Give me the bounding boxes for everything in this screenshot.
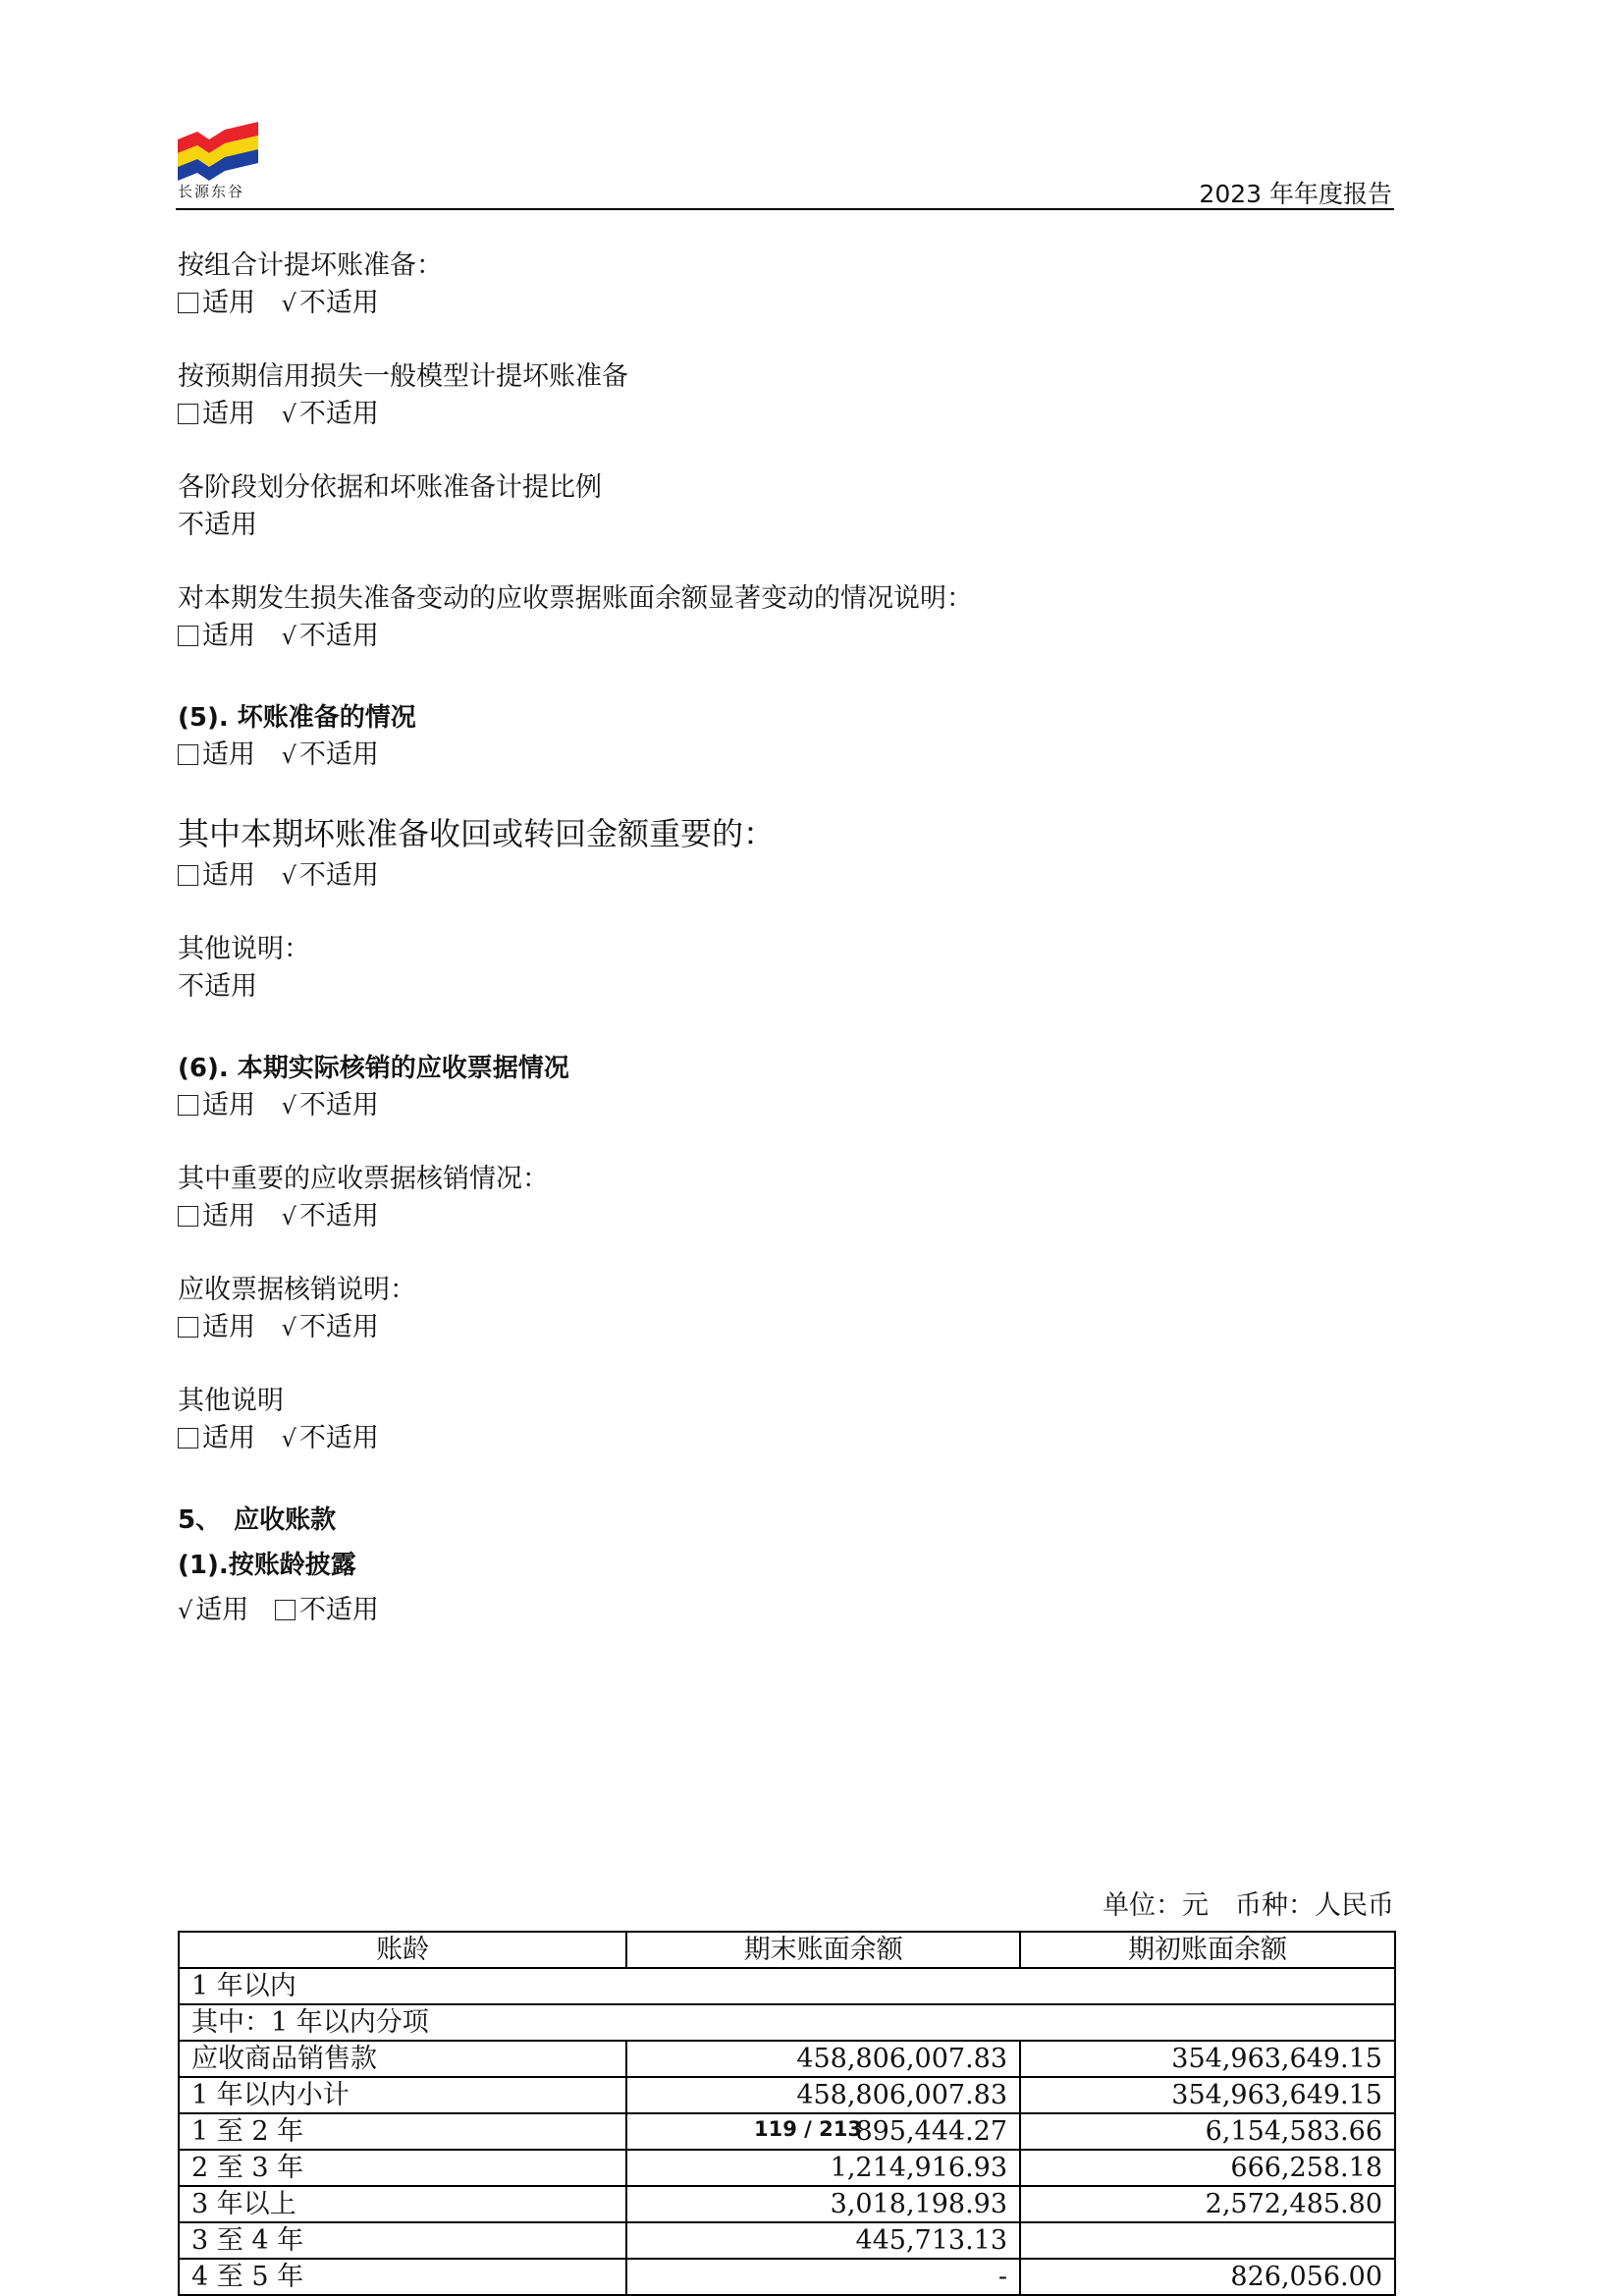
end-balance-cell: - <box>626 2259 1020 2295</box>
section-title: 对本期发生损失准备变动的应收票据账面余额显著变动的情况说明： <box>178 583 973 614</box>
checkmark-icon: √ <box>281 1092 296 1120</box>
section-title: 其中本期坏账准备收回或转回金额重要的： <box>178 815 776 852</box>
table-header-row <box>179 1932 1395 1968</box>
table-row <box>179 2222 1395 2259</box>
table-row <box>179 2041 1395 2077</box>
page-header <box>176 116 1394 212</box>
row-label: 1 至 2 年 <box>179 2113 626 2150</box>
checkbox-unchecked-icon <box>178 293 198 313</box>
row-label: 2 至 3 年 <box>179 2150 626 2186</box>
table-row <box>179 2150 1395 2186</box>
begin-balance-cell: 354,963,649.15 <box>1020 2041 1395 2077</box>
table-row <box>179 1968 1395 2004</box>
section-title: 应收票据核销说明： <box>178 1275 416 1305</box>
section-title: 各阶段划分依据和坏账准备计提比例 <box>178 472 602 503</box>
row-label: 应收商品销售款 <box>179 2041 626 2077</box>
checkbox-unchecked-icon <box>178 1206 198 1227</box>
row-label: 3 年以上 <box>179 2186 626 2222</box>
table-row <box>179 2004 1395 2041</box>
row-label: 3 至 4 年 <box>179 2222 626 2259</box>
page-number: 119 / 213 <box>754 2117 862 2141</box>
section-title: 其中重要的应收票据核销情况： <box>178 1164 549 1194</box>
begin-balance-cell: 826,056.00 <box>1020 2259 1395 2295</box>
checkmark-icon: √ <box>178 1597 193 1624</box>
end-balance-cell: 895,444.27 <box>626 2113 1020 2150</box>
checkmark-icon: √ <box>281 862 296 890</box>
end-balance-cell: 458,806,007.83 <box>626 2041 1020 2077</box>
column-header: 账龄 <box>179 1932 626 1968</box>
section-value: 不适用 <box>178 971 257 1002</box>
option-row: 适用 √ 不适用 <box>178 396 1394 433</box>
checkbox-unchecked-icon <box>178 1317 198 1338</box>
column-header: 期初账面余额 <box>1020 1932 1395 1968</box>
option-row: 适用 √ 不适用 <box>178 857 1394 895</box>
section-heading: (6). 本期实际核销的应收票据情况 <box>178 1054 569 1083</box>
end-balance-cell: 458,806,007.83 <box>626 2077 1020 2113</box>
end-balance-cell: 3,018,198.93 <box>626 2186 1020 2222</box>
checkmark-icon: √ <box>281 290 296 317</box>
checkmark-icon: √ <box>281 1314 296 1341</box>
row-label: 4 至 5 年 <box>179 2259 626 2295</box>
end-balance-cell: 1,214,916.93 <box>626 2150 1020 2186</box>
checkbox-unchecked-icon <box>275 1600 296 1620</box>
checkbox-unchecked-icon <box>178 404 198 424</box>
aging-table <box>178 1931 1396 2296</box>
section-title: 其他说明： <box>178 934 310 964</box>
checkmark-icon: √ <box>281 741 296 769</box>
report-title: 2023 年年度报告 <box>1199 180 1392 208</box>
section-heading: 5、 应收账款 <box>178 1505 337 1535</box>
unit-label: 单位：元 币种：人民币 <box>1103 1890 1394 1921</box>
table-row <box>179 2186 1395 2222</box>
option-row: 适用 √ 不适用 <box>178 1087 1394 1124</box>
row-label: 1 年以内小计 <box>179 2077 626 2113</box>
option-row: 适用 √ 不适用 <box>178 618 1394 655</box>
option-row: √ 适用 不适用 <box>178 1592 1394 1629</box>
row-label: 其中：1 年以内分项 <box>179 2004 1395 2041</box>
section-heading: (1).按账龄披露 <box>178 1551 356 1580</box>
checkmark-icon: √ <box>281 401 296 428</box>
column-header: 期末账面余额 <box>626 1932 1020 1968</box>
checkmark-icon: √ <box>281 623 296 650</box>
row-label: 1 年以内 <box>179 1968 1395 2004</box>
checkbox-unchecked-icon <box>178 744 198 765</box>
begin-balance-cell: 6,154,583.66 <box>1020 2113 1395 2150</box>
checkmark-icon: √ <box>281 1425 296 1452</box>
checkbox-unchecked-icon <box>178 865 198 886</box>
option-row: 适用 √ 不适用 <box>178 737 1394 774</box>
section-title: 按预期信用损失一般模型计提坏账准备 <box>178 361 628 392</box>
checkbox-unchecked-icon <box>178 1428 198 1449</box>
table-row <box>179 2077 1395 2113</box>
section-title: 按组合计提坏账准备： <box>178 250 443 281</box>
begin-balance-cell: 2,572,485.80 <box>1020 2186 1395 2222</box>
section-value: 不适用 <box>178 510 257 540</box>
option-row: 适用 √ 不适用 <box>178 1198 1394 1235</box>
section-heading: (5). 坏账准备的情况 <box>178 703 416 733</box>
section-title: 其他说明 <box>178 1386 284 1416</box>
begin-balance-cell: 666,258.18 <box>1020 2150 1395 2186</box>
begin-balance-cell <box>1020 2222 1395 2259</box>
logo-text: 长源东谷 <box>178 183 245 200</box>
begin-balance-cell: 354,963,649.15 <box>1020 2077 1395 2113</box>
option-row: 适用 √ 不适用 <box>178 1309 1394 1346</box>
option-row: 适用 √ 不适用 <box>178 1420 1394 1457</box>
checkmark-icon: √ <box>281 1203 296 1230</box>
header-divider <box>176 208 1394 210</box>
checkbox-unchecked-icon <box>178 626 198 646</box>
table-row <box>179 2259 1395 2295</box>
checkbox-unchecked-icon <box>178 1095 198 1116</box>
option-row: 适用 √ 不适用 <box>178 285 1394 322</box>
end-balance-cell: 445,713.13 <box>626 2222 1020 2259</box>
